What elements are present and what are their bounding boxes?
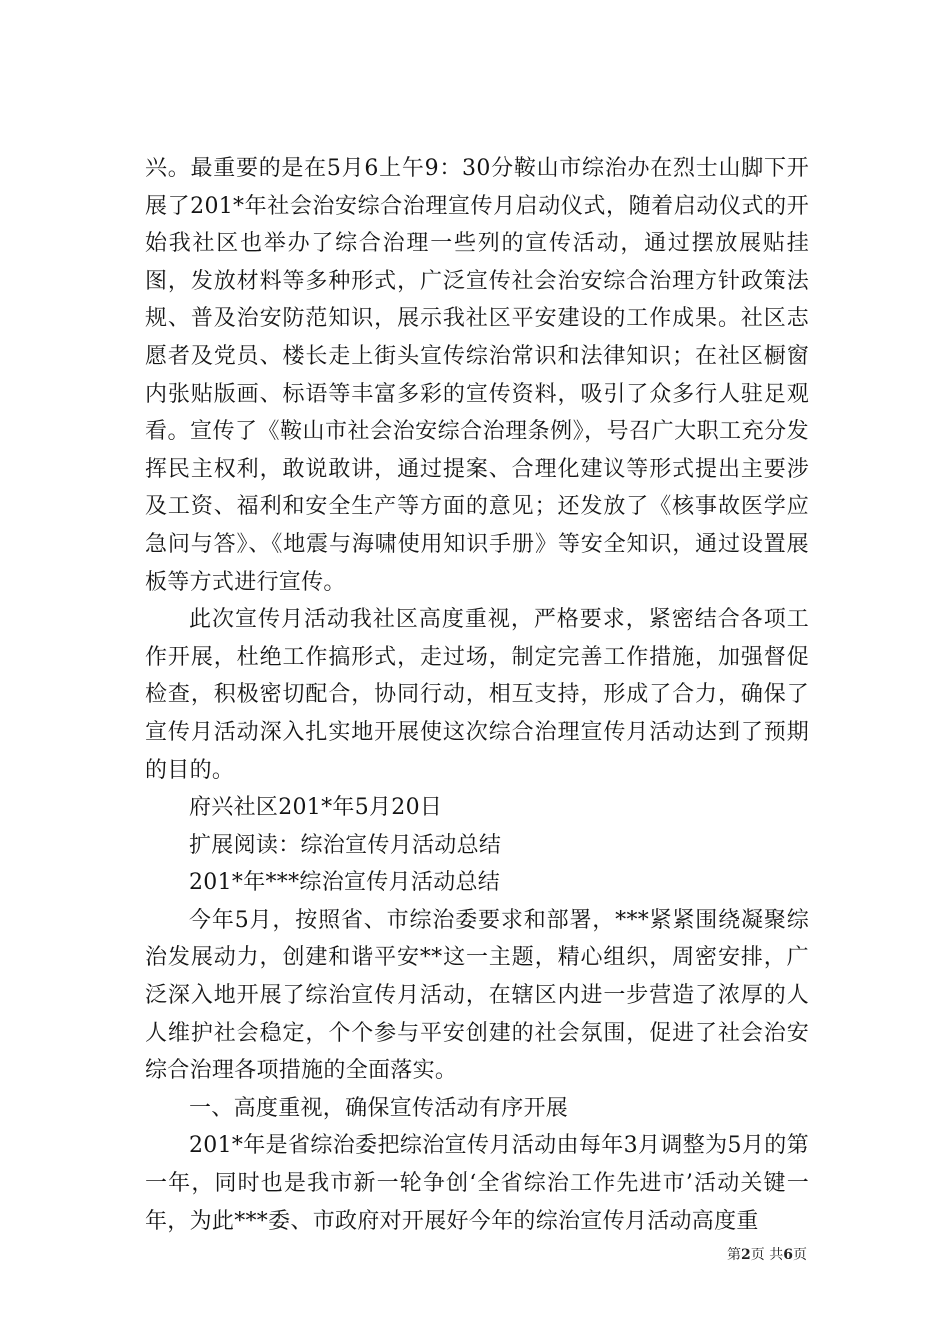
footer-prefix: 第 [727, 1247, 742, 1263]
paragraph-propaganda-summary: 此次宣传月活动我社区高度重视，严格要求，紧密结合各项工作开展，杜绝工作搞形式，走过场，制定完善工作措施，加强督促检查，积极密切配合，协同行动，相互支持，形成了合力，确保了宣传月活动深入扎实地开展使这次综合治理宣传月活动达到了预期的目的。 [145, 607, 809, 783]
paragraph-intro: 今年5月，按照省、市综治委要求和部署，***紧紧围绕凝聚综治发展动力，创建和谐平安**这一主题，精心组织，周密安排，广泛深入地开展了综治宣传月活动，在辖区内进一步营造了浓厚的人人维护社会稳定，个个参与平安创建的社会氛围，促进了社会治安综合治理各项措施的全面落实。 [145, 907, 809, 1084]
paragraph-section-1: 201*年是省综治委把综治宣传月活动由每年3月调整为5月的第一年，同时也是我市新一轮争创‘全省综治工作先进市’活动关键一年，为此***委、市政府对开展好今年的综治宣传月活动高度重 [145, 1133, 809, 1234]
footer-total-pages: 6 [783, 1247, 793, 1263]
signature-date-line: 府兴社区201*年5月20日 [189, 795, 443, 821]
footer-middle: 页 共 [750, 1247, 784, 1263]
footer-current-page: 2 [741, 1247, 751, 1263]
page-footer [727, 1244, 807, 1264]
section-heading-1: 一、高度重视，确保宣传活动有序开展 [189, 1095, 569, 1121]
body-text [145, 150, 809, 1240]
extended-reading-heading: 扩展阅读：综治宣传月活动总结 [189, 832, 502, 858]
document-subtitle: 201*年***综治宣传月活动总结 [189, 870, 501, 896]
footer-suffix: 页 [793, 1247, 807, 1263]
paragraph-continuation: 兴。最重要的是在5月6上午9：30分鞍山市综治办在烈士山脚下开展了201*年社会治安综合治理宣传月启动仪式，随着启动仪式的开始我社区也举办了综合治理一些列的宣传活动，通过摆放展贴挂图，发放材料等多种形式，广泛宣传社会治安综合治理方针政策法规、普及治安防范知识，展示我社区平安建设的工作成果。社区志愿者及党员、楼长走上街头宣传综治常识和法律知识；在社区橱窗内张贴版画、标语等丰富多彩的宣传资料，吸引了众多行人驻足观看。宣传了《鞍山市社会治安综合治理条例》，号召广大职工充分发挥民主权利，敢说敢讲，通过提案、合理化建议等形式提出主要涉及工资、福利和安全生产等方面的意见；还发放了《核事故医学应急问与答》、《地震与海啸使用知识手册》等安全知识，通过设置展板等方式进行宣传。 [145, 156, 809, 595]
